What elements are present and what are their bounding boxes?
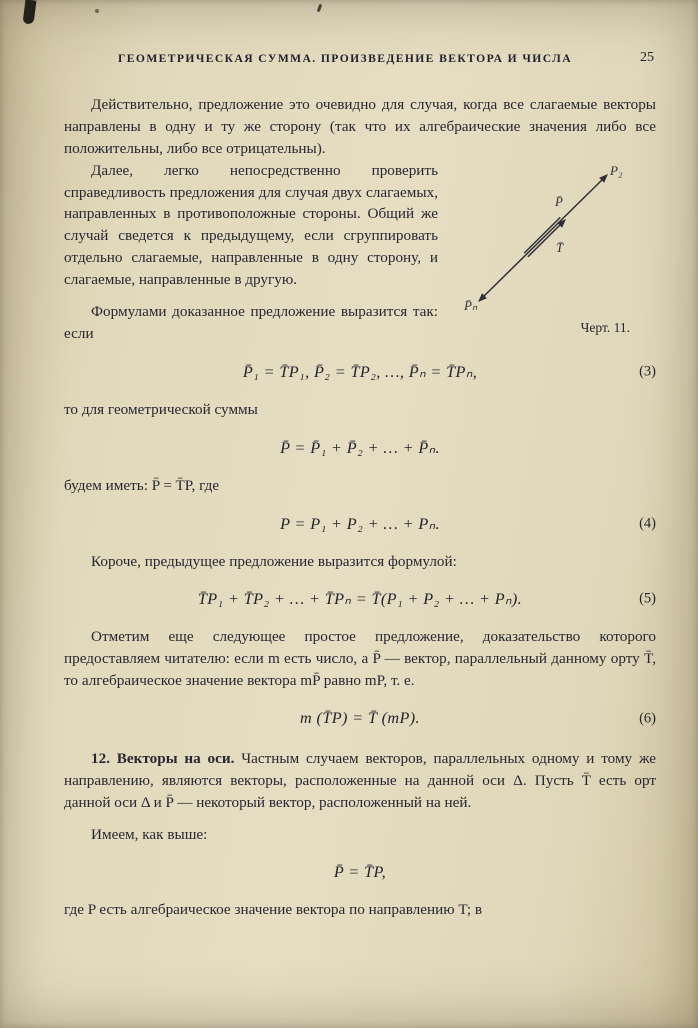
- vector-diagram: [458, 162, 650, 314]
- section-12-text: Частным случаем векторов, параллельных одному и тому же направлению, являются векторы, расположенные на данной оси Δ. Пусть T̄ есть орт данной оси Δ и P̄ — некоторый вектор, расположенный на ней.: [64, 750, 656, 811]
- paragraph-as-above: Имеем, как выше:: [91, 825, 208, 843]
- paragraph-formulas-intro: Формулами доказанное предложение выразится так: если: [64, 303, 438, 342]
- equation-6: [64, 709, 656, 728]
- figure-chert-11: [452, 162, 656, 336]
- paragraph-with-figure: [64, 160, 656, 345]
- vector-label-pn: P̄ₙ: [464, 297, 478, 313]
- paragraph-geometric-sum: то для геометрической суммы: [64, 400, 258, 418]
- chapter-title: ГЕОМЕТРИЧЕСКАЯ СУММА. ПРОИЗВЕДЕНИЕ ВЕКТОРА И ЧИСЛА: [118, 52, 572, 65]
- equation-6-body: m (T̄P) = T̄ (mP).: [300, 709, 420, 728]
- vector-label-t: T̄: [556, 239, 564, 255]
- paragraph-note: Отметим еще следующее простое предложение, доказательство которого предоставляем читателю: если m есть число, а P̄ — вектор, параллельный данному орту T̄, то алгебраическое значение вектора mP̄ равно mP, т. е.: [64, 628, 656, 690]
- paragraph-we-have: будем иметь: P̄ = T̄P, где: [64, 476, 220, 494]
- page-number: 25: [640, 50, 654, 65]
- paragraph-opposite-directions: Далее, легко непосредственно проверить справедливость предложения для случая двух слагаемых, направленных в противоположные стороны. Общий же случай сведется к предыдущему, если сгруппировать отдельно слагаемые, направленные в одну сторону, и слагаемые, направленные в другую.: [64, 161, 438, 289]
- equation-sum: [64, 438, 656, 458]
- equation-5-body: T̄P₁ + T̄P₂ + … + T̄Pₙ = T̄(P₁ + P₂ + … + Pₙ).: [197, 590, 523, 609]
- scan-artifact: [95, 9, 99, 13]
- equation-3: [64, 362, 656, 382]
- section-12-heading: 12. Векторы на оси.: [91, 750, 235, 768]
- scan-artifact: [23, 0, 37, 25]
- paragraph-where-p: где P есть алгебраическое значение вектора по направлению T; в: [64, 900, 483, 918]
- vector-label-p: P̄: [555, 193, 563, 209]
- equation-4-body: P = P₁ + P₂ + … + Pₙ.: [280, 514, 440, 533]
- equation-3-body: P̄₁ = T̄P₁, P̄₂ = T̄P₂, …, P̄ₙ = T̄Pₙ,: [242, 362, 478, 381]
- equation-5-number: (5): [639, 590, 656, 607]
- scan-artifact: [317, 4, 323, 13]
- equation-4-number: (4): [639, 515, 656, 532]
- vector-label-p2: P₂: [610, 162, 623, 178]
- equation-axis: [64, 863, 656, 882]
- running-header: [64, 52, 656, 74]
- vector-double-line: [524, 217, 560, 253]
- equation-sum-body: P̄ = P̄₁ + P̄₂ + … + P̄ₙ.: [280, 438, 440, 457]
- axis-line: [480, 176, 606, 300]
- equation-4: [64, 514, 656, 534]
- paragraph-intro: Действительно, предложение это очевидно для случая, когда все слагаемые векторы направлены в одну и ту же сторону (так что их алгебраические значения либо все положительны, либо все отрицательны).: [64, 96, 656, 157]
- equation-3-number: (3): [639, 363, 656, 380]
- paragraph-shorter: Короче, предыдущее предложение выразится формулой:: [91, 552, 457, 570]
- equation-axis-body: P̄ = T̄P,: [333, 862, 387, 881]
- equation-6-number: (6): [639, 710, 656, 727]
- figure-caption: Черт. 11.: [580, 319, 630, 335]
- equation-5: [64, 589, 656, 609]
- section-12: [64, 748, 656, 814]
